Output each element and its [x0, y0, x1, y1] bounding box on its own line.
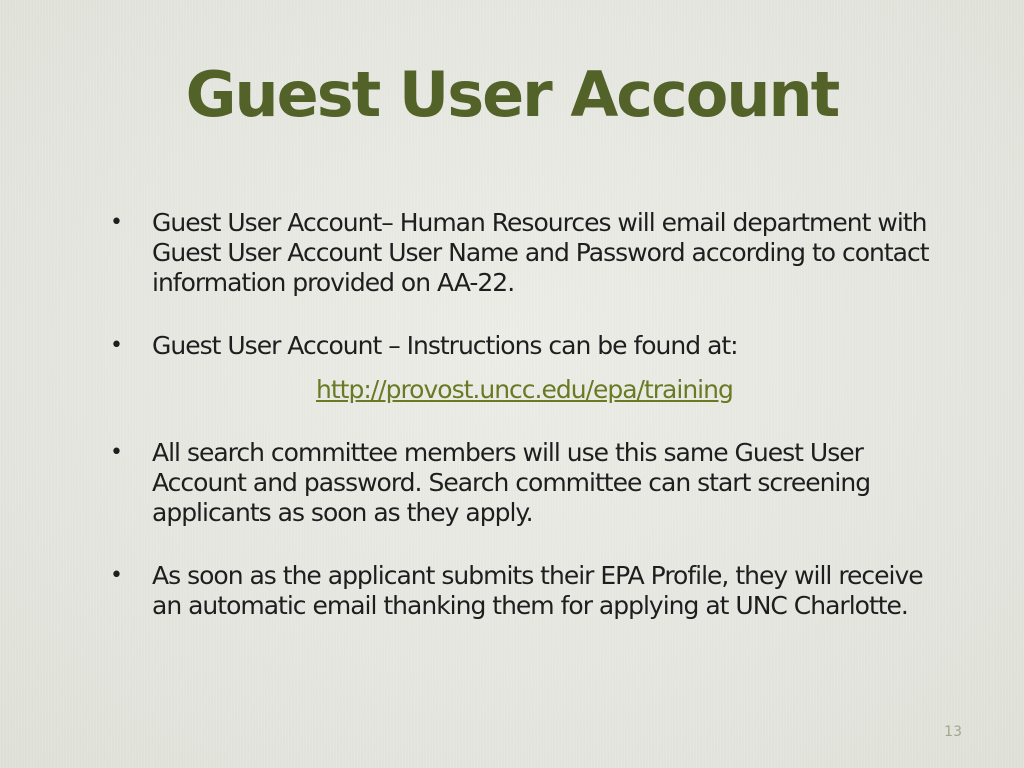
- bullet-icon: •: [110, 333, 122, 358]
- bullet-item: [110, 561, 940, 621]
- bullet-text: All search committee members will use this same Guest User Account and password. Search committee can start screening applicants as soon as they apply.: [152, 438, 871, 527]
- bullet-item: [110, 331, 940, 361]
- bullet-item: [110, 208, 940, 298]
- bullet-icon: •: [110, 210, 122, 235]
- training-link[interactable]: http://provost.uncc.edu/epa/training: [316, 375, 733, 404]
- bullet-icon: •: [110, 440, 122, 465]
- slide-title: Guest User Account: [185, 58, 839, 131]
- bullet-text: Guest User Account – Instructions can be found at:: [152, 331, 738, 360]
- bullet-item: [110, 438, 940, 528]
- bullet-icon: •: [110, 563, 122, 588]
- bullet-list: [110, 208, 940, 621]
- bullet-text: Guest User Account– Human Resources will email department with Guest User Account User Name and Password according to contact information provided on AA-22.: [152, 208, 929, 297]
- link-row: [110, 375, 940, 405]
- page-number: 13: [944, 724, 962, 740]
- bullet-text: As soon as the applicant submits their EPA Profile, they will receive an automatic email thanking them for applying at UNC Charlotte.: [152, 561, 923, 620]
